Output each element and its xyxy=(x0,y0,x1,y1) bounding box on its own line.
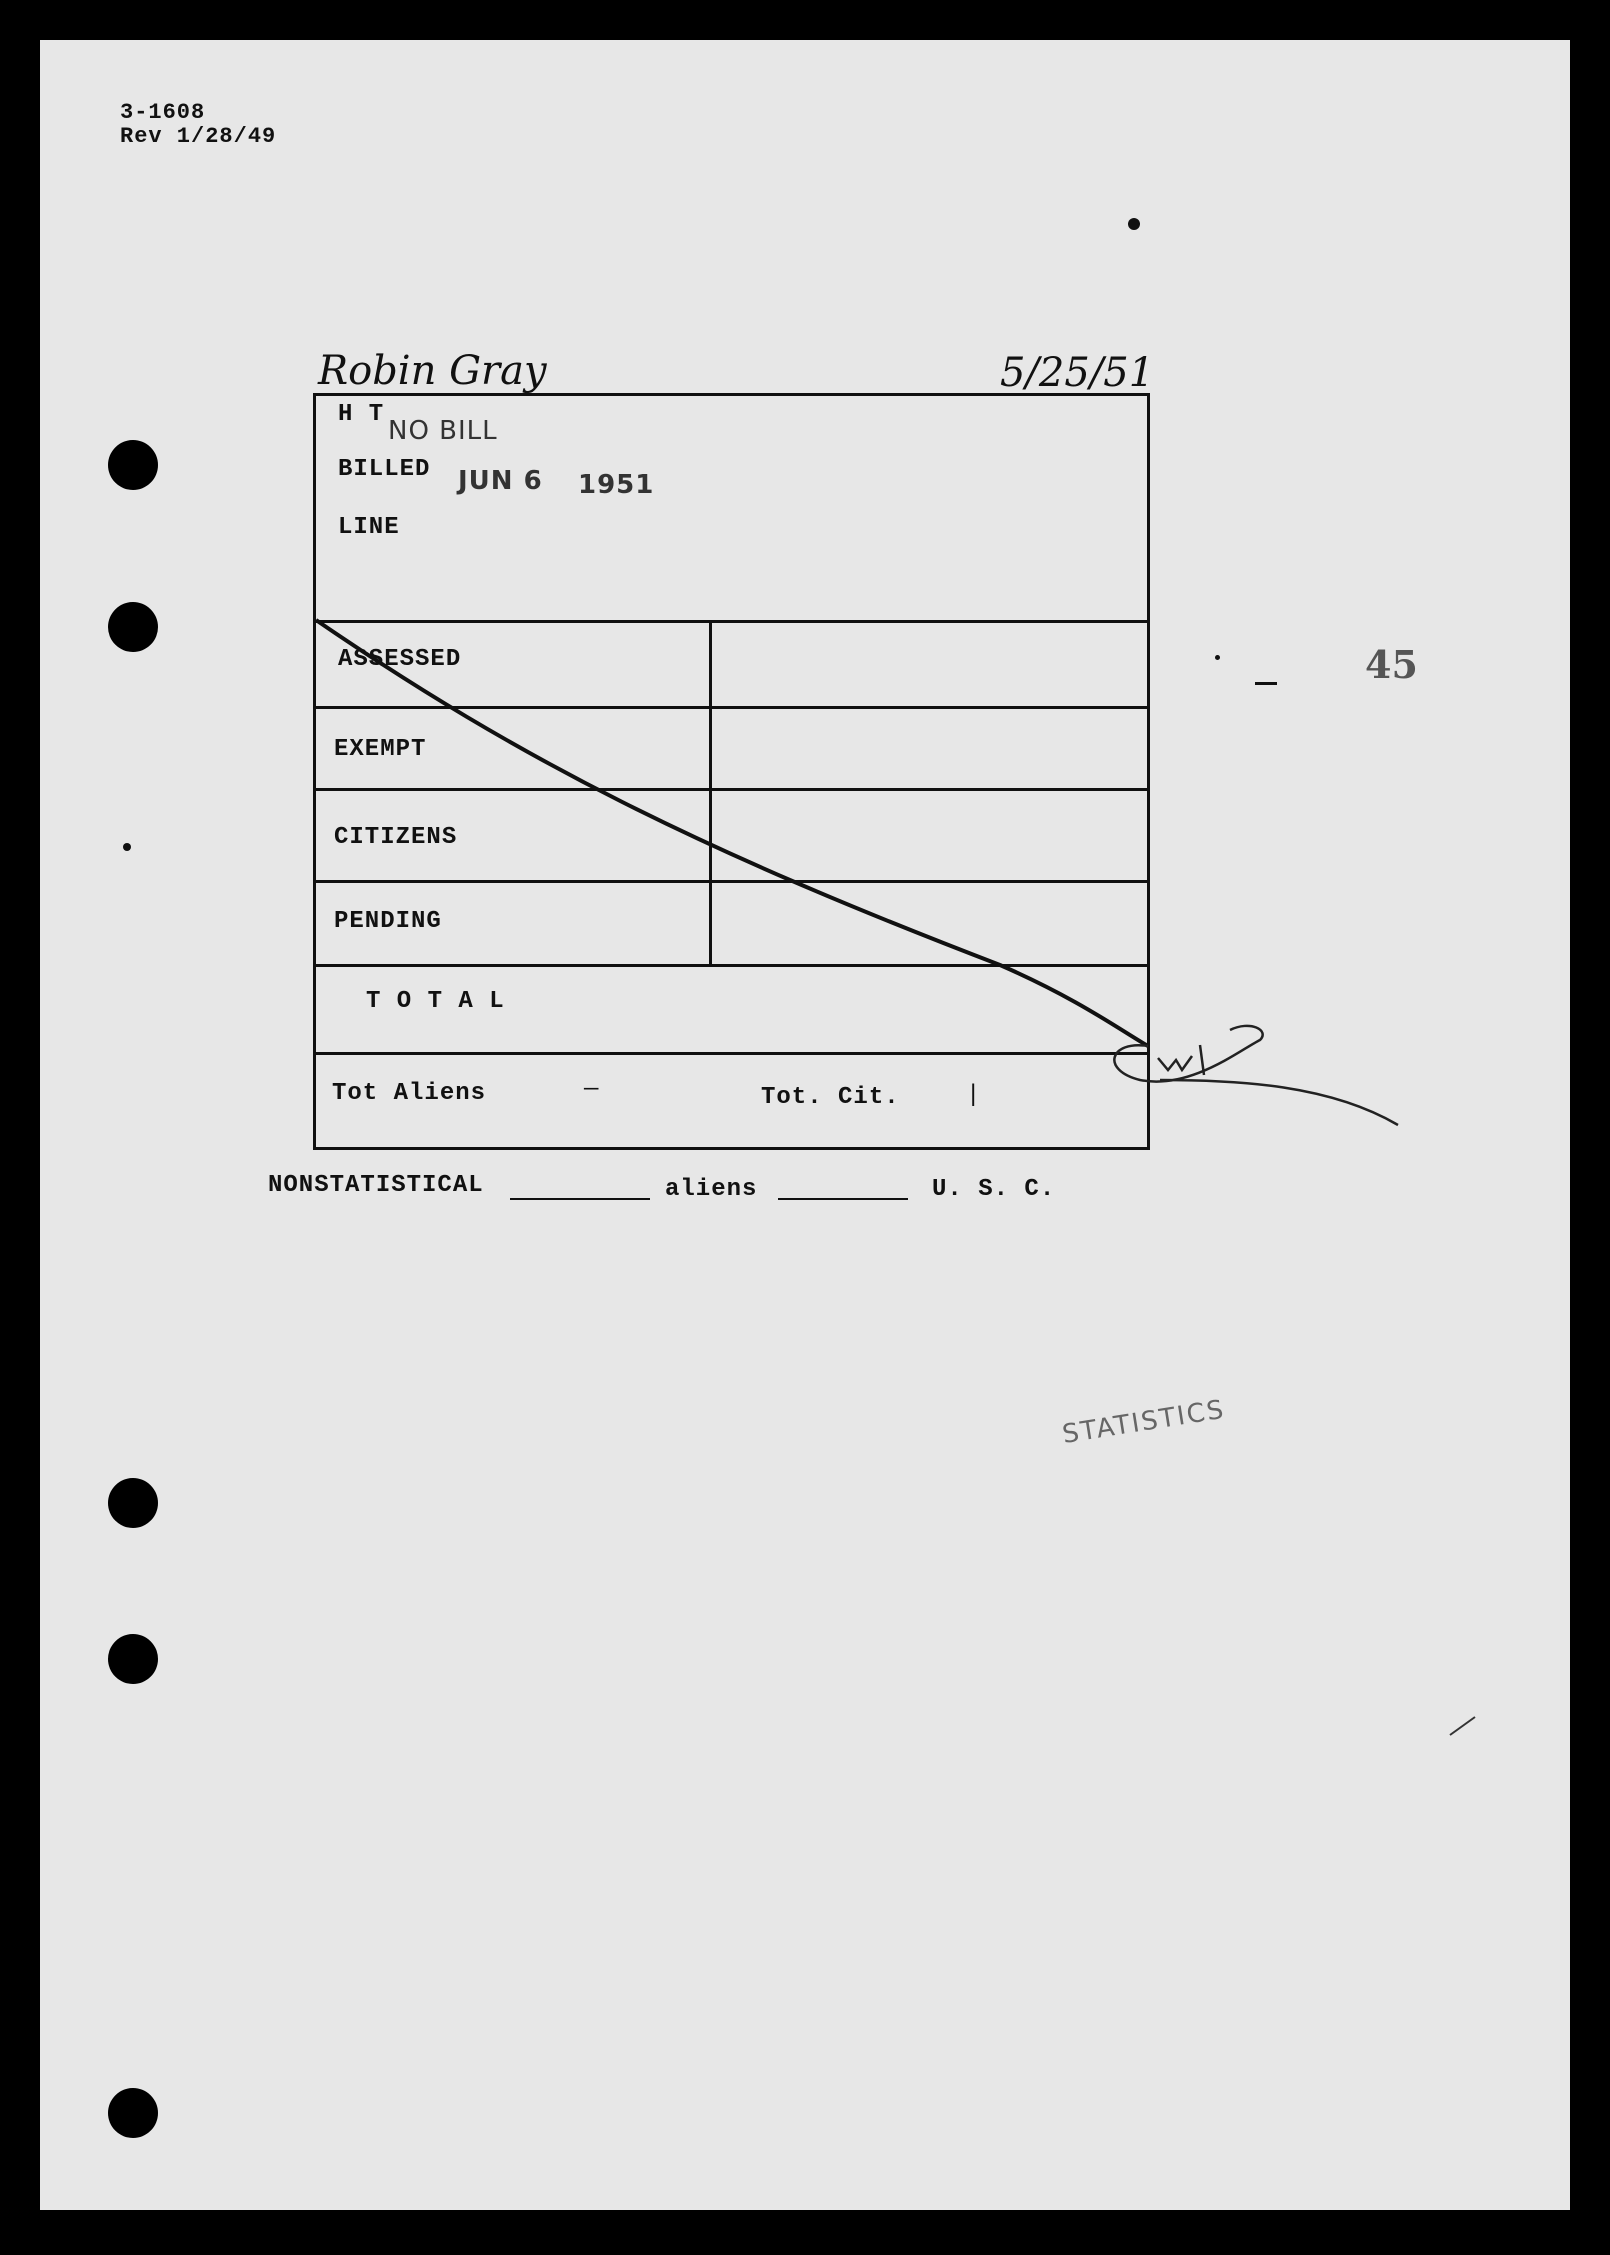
aliens-label: aliens xyxy=(665,1176,758,1203)
row-divider xyxy=(316,788,1147,791)
tally-form xyxy=(313,393,1150,1150)
tot-cit-label: Tot. Cit. xyxy=(761,1084,900,1111)
line-label: LINE xyxy=(338,514,400,541)
form-number: 3-1608 xyxy=(120,100,206,125)
nonstatistical-blank xyxy=(510,1198,650,1200)
statistics-stamp: STATISTICS xyxy=(1060,1394,1228,1450)
punch-hole xyxy=(108,440,158,490)
aliens-blank xyxy=(778,1198,908,1200)
row-divider xyxy=(316,880,1147,883)
column-divider xyxy=(709,622,712,965)
row-label-exempt: EXEMPT xyxy=(334,736,427,763)
billed-label: BILLED xyxy=(338,456,431,483)
handwritten-date: 5/25/51 xyxy=(1000,350,1155,396)
punch-hole xyxy=(108,1478,158,1528)
nonstatistical-label: NONSTATISTICAL xyxy=(268,1172,484,1199)
billed-stamp-month: JUN 6 xyxy=(458,466,543,496)
tot-aliens-label: Tot Aliens xyxy=(332,1080,487,1107)
ink-speck xyxy=(123,843,131,851)
ink-speck xyxy=(1128,218,1140,230)
row-label-citizens: CITIZENS xyxy=(334,824,458,851)
form-revision: Rev 1/28/49 xyxy=(120,124,277,149)
total-label: T O T A L xyxy=(366,988,505,1015)
billed-stamp-year: 1951 xyxy=(578,470,655,500)
ink-speck xyxy=(1215,655,1220,660)
usc-label: U. S. C. xyxy=(932,1176,1056,1203)
row-label-pending: PENDING xyxy=(334,908,442,935)
ht-label: H T xyxy=(338,401,385,428)
row-divider xyxy=(316,706,1147,709)
punch-hole xyxy=(108,602,158,652)
row-divider xyxy=(316,964,1147,967)
handwritten-name: Robin Gray xyxy=(318,348,547,394)
handwritten-page-number: 45 xyxy=(1365,642,1418,687)
tot-cit-value: | xyxy=(966,1082,982,1109)
punch-hole xyxy=(108,2088,158,2138)
row-divider xyxy=(316,1052,1147,1055)
row-label-assessed: ASSESSED xyxy=(338,646,462,673)
no-bill-stamp: NO BILL xyxy=(388,416,498,446)
punch-hole xyxy=(108,1634,158,1684)
row-divider xyxy=(316,620,1147,623)
tot-aliens-value: — xyxy=(584,1076,600,1103)
dash-mark xyxy=(1255,682,1277,685)
